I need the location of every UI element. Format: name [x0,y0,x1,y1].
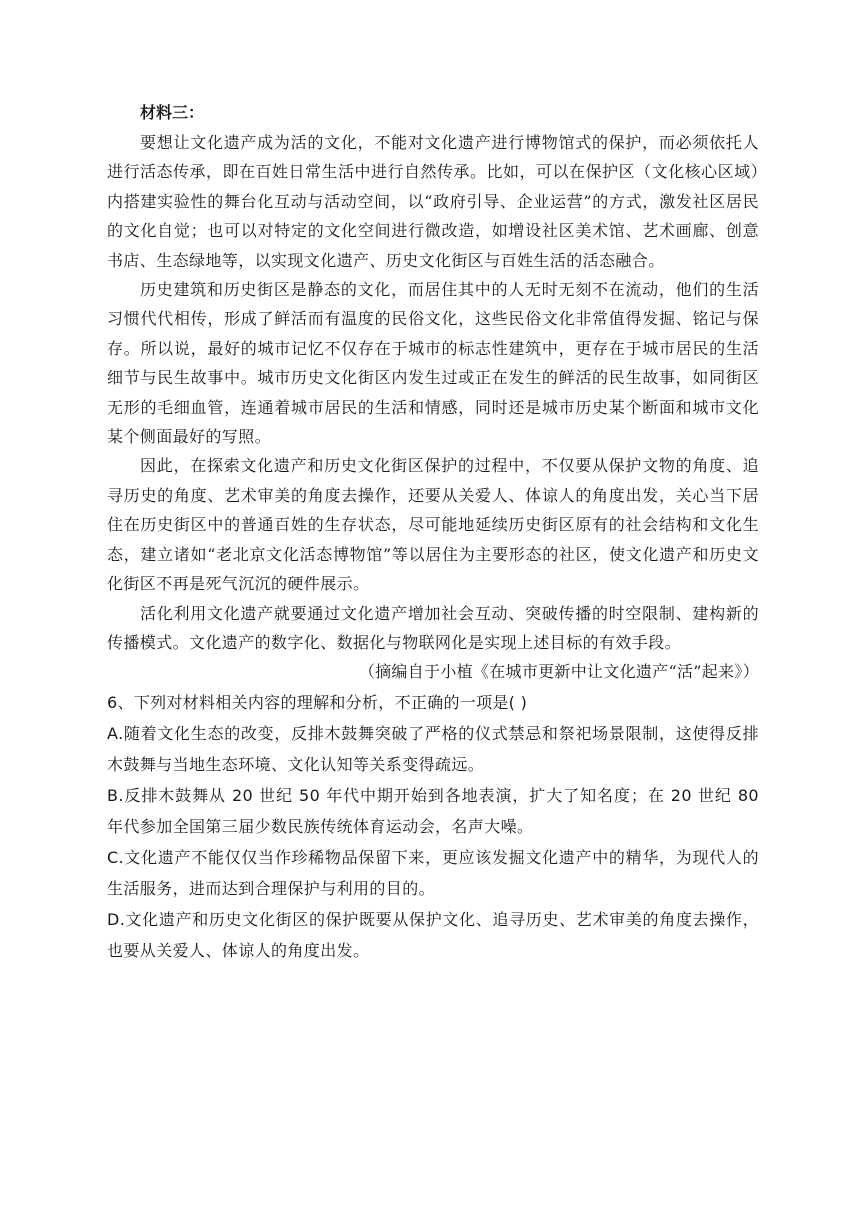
option-d: D.文化遗产和历史文化街区的保护既要从保护文化、追寻历史、艺术审美的角度去操作，也要从关爱人、体谅人的角度出发。 [107,909,759,960]
material-source: （摘编自于小植《在城市更新中让文化遗产“活”起来》） [358,662,759,682]
question-stem: 6、下列对材料相关内容的理解和分析，不正确的一项是( ) [107,692,528,712]
material-paragraph-2: 历史建筑和历史街区是静态的文化，而居住其中的人无时无刻不在流动，他们的生活习惯代代相传，形成了鲜活而有温度的民俗文化，这些民俗文化非常值得发掘、铭记与保存。所以说，最好的城市记忆不仅存在于城市的标志性建筑中，更存在于城市居民的生活细节与民生故事中。城市历史文化街区内发生过或正在发生的鲜活的民生故事，如同街区无形的毛细血管，连通着城市居民的生活和情感，同时还是城市历史某个断面和城市文化某个侧面最好的写照。 [107,280,759,447]
option-a: A.随着文化生态的改变，反排木鼓舞突破了严格的仪式禁忌和祭祀场景限制，这使得反排木鼓舞与当地生态环境、文化认知等关系变得疏远。 [107,723,759,774]
material-paragraph-3: 因此，在探索文化遗产和历史文化街区保护的过程中，不仅要从保护文物的角度、追寻历史的角度、艺术审美的角度去操作，还要从关爱人、体谅人的角度出发，关心当下居住在历史街区中的普通百姓的生存状态，尽可能地延续历史街区原有的社会结构和文化生态，建立诸如“老北京文化活态博物馆”等以居住为主要形态的社区，使文化遗产和历史文化街区不再是死气沉沉的硬件展示。 [107,456,759,594]
material-paragraph-1: 要想让文化遗产成为活的文化，不能对文化遗产进行博物馆式的保护，而必须依托人进行活态传承，即在百姓日常生活中进行自然传承。比如，可以在保护区（文化核心区域）内搭建实验性的舞台化互动与活动空间，以“政府引导、企业运营”的方式，激发社区居民的文化自觉；也可以对特定的文化空间进行微改造，如增设社区美术馆、艺术画廊、创意书店、生态绿地等，以实现文化遗产、历史文化街区与百姓生活的活态融合。 [107,133,759,270]
material-heading: 材料三： [140,103,205,122]
material-paragraph-4: 活化利用文化遗产就要通过文化遗产增加社会互动、突破传播的时空限制、建构新的传播模式。文化遗产的数字化、数据化与物联网化是实现上述目标的有效手段。 [107,603,759,652]
document-content [107,98,759,966]
option-c: C.文化遗产不能仅仅当作珍稀物品保留下来，更应该发掘文化遗产中的精华，为现代人的生活服务，进而达到合理保护与利用的目的。 [107,847,759,898]
option-b: B.反排木鼓舞从 20 世纪 50 年代中期开始到各地表演，扩大了知名度；在 20 世纪 80 年代参加全国第三届少数民族传统体育运动会，名声大噪。 [107,785,759,836]
